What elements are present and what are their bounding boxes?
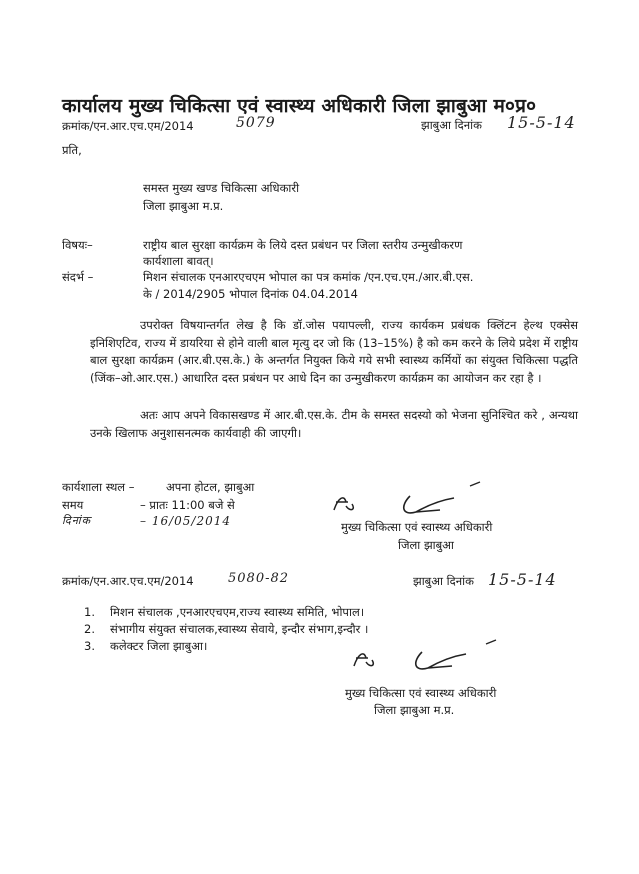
list-item <box>84 639 207 654</box>
signature-2-designation: मुख्य चिकित्सा एवं स्वास्थ्य अधिकारी <box>345 686 497 700</box>
signature-2-mark <box>350 640 520 685</box>
copy-date-handwritten: 15-5-14 <box>488 570 557 589</box>
prati-label: प्रति, <box>62 143 82 157</box>
date-handwritten: 15-5-14 <box>507 113 576 132</box>
body-paragraph-1-text: उपरोक्त विषयान्तर्गत लेख है कि डॉ.जोस पयापल्ली, राज्य कार्यकम प्रबंधक क्लिंटन हेल्थ एक्सेस इनिशिएटिव, राज्य में डायरिया से होने वाली बाल मृत्यु दर जो कि (13–15%) है को कम करने के लिये प्रदेश में राष्ट्रीय बाल सुरक्षा कार्यक्रम (आर.बी.एस.के.) के अन्तर्गत नियुक्त किये गये सभी स्वास्थ्य कर्मियों का संयुक्त चिकित्सा पद्धति (जिंक–ओ.आर.एस.) आधारित दस्त प्रबंधन पर आधे दिन का उन्मुखीकरण कार्यक्रम का आयोजन कर रहा है । <box>90 318 578 385</box>
body-paragraph-1 <box>90 317 578 387</box>
list-item-number: 1. <box>84 605 95 619</box>
list-item-number: 2. <box>84 622 95 636</box>
reference-line2: के / 2014/2905 भोपाल दिनांक 04.04.2014 <box>143 287 358 301</box>
list-item-number: 3. <box>84 639 95 653</box>
list-item <box>84 622 368 637</box>
ref-number-handwritten: 5079 <box>236 115 276 131</box>
date-label-workshop: दिनांक <box>62 514 92 527</box>
date-label: झाबुआ दिनांक <box>421 118 482 132</box>
venue-value: अपना होटल, झाबुआ <box>166 480 255 494</box>
list-item <box>84 605 364 620</box>
ref-number-label: क्रमांक/एन.आर.एच.एम/2014 <box>62 119 194 133</box>
venue-label: कार्यशाला स्थल – <box>62 480 135 494</box>
body-paragraph-2 <box>90 407 578 442</box>
signature-2-place: जिला झाबुआ म.प्र. <box>374 703 455 717</box>
list-item-text: कलेक्टर जिला झाबुआ। <box>110 639 208 653</box>
time-value: – प्रातः 11:00 बजे से <box>140 498 235 512</box>
reference-label: संदर्भ – <box>62 270 94 284</box>
office-title: कार्यालय मुख्य चिकित्सा एवं स्वास्थ्य अधिकारी जिला झाबुआ म०प्र० <box>62 95 537 117</box>
date-value-workshop: – 16/05/2014 <box>140 514 231 528</box>
reference-line1: मिशन संचालक एनआरएचएम भोपाल का पत्र कमांक /एन.एच.एम./आर.बी.एस. <box>143 270 474 284</box>
copy-date-label: झाबुआ दिनांक <box>413 574 474 588</box>
signature-1-place: जिला झाबुआ <box>398 538 454 552</box>
subject-label: विषयः– <box>62 238 93 252</box>
copy-ref-label: क्रमांक/एन.आर.एच.एम/2014 <box>62 574 194 588</box>
time-label: समय <box>62 498 84 512</box>
list-item-text: संभागीय संयुक्त संचालक,स्वास्थ्य सेवाये, इन्दौर संभाग,इन्दौर । <box>110 622 369 636</box>
copy-ref-handwritten: 5080-82 <box>228 571 290 586</box>
addressee-line2: जिला झाबुआ म.प्र. <box>143 199 224 213</box>
subject-line1: राष्ट्रीय बाल सुरक्षा कार्यक्रम के लिये दस्त प्रबंधन पर जिला स्तरीय उन्मुखीकरण <box>143 238 463 252</box>
signature-1-designation: मुख्य चिकित्सा एवं स्वास्थ्य अधिकारी <box>341 520 493 534</box>
body-paragraph-2-text: अतः आप अपने विकासखण्ड में आर.बी.एस.के. टीम के समस्त सदस्यो को भेजना सुनिश्चित करे , अन्यथा उनके खिलाफ अनुशासनत्मक कार्यवाही की जाएगी। <box>90 408 578 440</box>
subject-line2: कार्यशाला बावत्। <box>143 254 214 268</box>
list-item-text: मिशन संचालक ,एनआरएचएम,राज्य स्वास्थ्य समिति, भोपाल। <box>110 605 365 619</box>
addressee-line1: समस्त मुख्य खण्ड चिकित्सा अधिकारी <box>143 181 300 195</box>
